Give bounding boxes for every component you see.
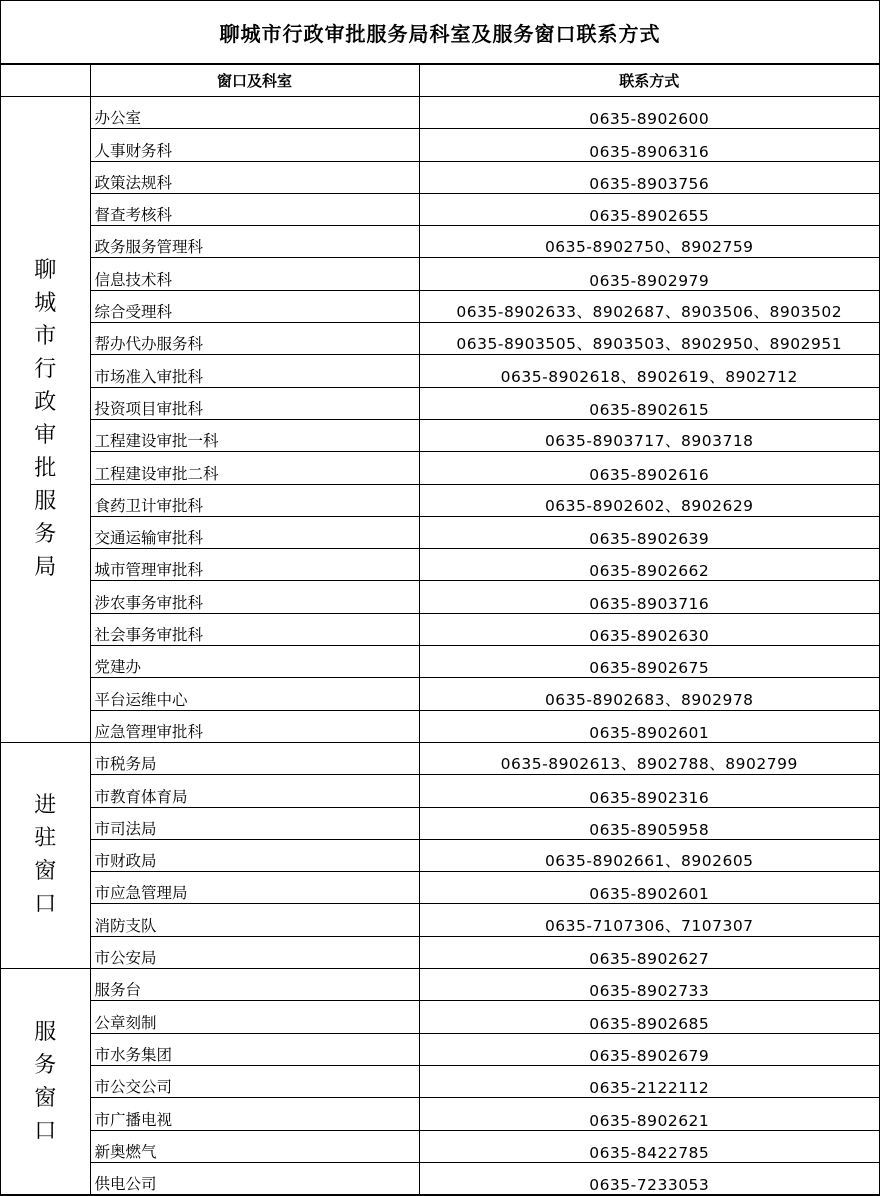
header-group: [1, 65, 90, 97]
phone-number: 0635-8902662: [419, 549, 879, 581]
phone-number: 0635-7107306、7107307: [419, 904, 879, 936]
office-name: 综合受理科: [90, 290, 419, 322]
phone-number: 0635-8905958: [419, 807, 879, 839]
phone-number: 0635-2122112: [419, 1065, 879, 1097]
office-name: 新奥燃气: [90, 1130, 419, 1162]
group-cell: [1, 969, 90, 1195]
office-name: 食药卫计审批科: [90, 484, 419, 516]
office-name: 应急管理审批科: [90, 710, 419, 742]
office-name: 城市管理审批科: [90, 549, 419, 581]
phone-number: 0635-8902600: [419, 97, 879, 129]
table-row: [1, 355, 879, 387]
phone-number: 0635-8903717、8903718: [419, 419, 879, 451]
title-bar: [1, 1, 879, 64]
office-name: 政策法规科: [90, 161, 419, 193]
table-row: [1, 193, 879, 225]
office-name: 市公安局: [90, 936, 419, 968]
page-title: 聊城市行政审批服务局科室及服务窗口联系方式: [219, 21, 661, 46]
office-name: 社会事务审批科: [90, 613, 419, 645]
table-row: [1, 807, 879, 839]
phone-number: 0635-8902618、8902619、8902712: [419, 355, 879, 387]
phone-number: 0635-7233053: [419, 1162, 879, 1194]
group-label: 服务窗口: [34, 1019, 57, 1144]
phone-number: 0635-8902615: [419, 387, 879, 419]
table-row: [1, 613, 879, 645]
table-row: [1, 129, 879, 161]
phone-number: 0635-8902601: [419, 710, 879, 742]
office-name: 党建办: [90, 646, 419, 678]
phone-number: 0635-8422785: [419, 1130, 879, 1162]
table-row: [1, 97, 879, 129]
table-row: [1, 323, 879, 355]
table-row: [1, 226, 879, 258]
table-row: [1, 1033, 879, 1065]
phone-number: 0635-8902630: [419, 613, 879, 645]
phone-number: 0635-8902602、8902629: [419, 484, 879, 516]
table-row: [1, 710, 879, 742]
table-row: [1, 936, 879, 968]
header-row: [1, 65, 879, 97]
phone-number: 0635-8902616: [419, 452, 879, 484]
office-name: 消防支队: [90, 904, 419, 936]
table-row: [1, 1001, 879, 1033]
group-cell: [1, 742, 90, 968]
table-row: [1, 258, 879, 290]
phone-number: 0635-8902655: [419, 193, 879, 225]
phone-number: 0635-8902613、8902788、8902799: [419, 742, 879, 774]
table-row: [1, 549, 879, 581]
office-name: 督查考核科: [90, 193, 419, 225]
table-row: [1, 290, 879, 322]
phone-number: 0635-8903756: [419, 161, 879, 193]
office-name: 市广播电视: [90, 1098, 419, 1130]
office-name: 服务台: [90, 969, 419, 1001]
group-label: 聊城市行政审批服务局: [34, 258, 57, 581]
group-label: 进驻窗口: [34, 793, 57, 918]
table-row: [1, 1130, 879, 1162]
phone-number: 0635-8902639: [419, 516, 879, 548]
office-name: 供电公司: [90, 1162, 419, 1194]
table-row: [1, 839, 879, 871]
office-name: 帮办代办服务科: [90, 323, 419, 355]
phone-number: 0635-8903505、8903503、8902950、8902951: [419, 323, 879, 355]
office-name: 人事财务科: [90, 129, 419, 161]
table-row: [1, 161, 879, 193]
phone-number: 0635-8906316: [419, 129, 879, 161]
header-name: 窗口及科室: [90, 65, 419, 97]
table-row: [1, 387, 879, 419]
phone-number: 0635-8902633、8902687、8903506、8903502: [419, 290, 879, 322]
phone-number: 0635-8902679: [419, 1033, 879, 1065]
table-row: [1, 484, 879, 516]
phone-number: 0635-8903716: [419, 581, 879, 613]
office-name: 信息技术科: [90, 258, 419, 290]
phone-number: 0635-8902675: [419, 646, 879, 678]
phone-number: 0635-8902661、8902605: [419, 839, 879, 871]
table-row: [1, 1065, 879, 1097]
table-row: [1, 1162, 879, 1194]
table-row: [1, 678, 879, 710]
phone-number: 0635-8902316: [419, 775, 879, 807]
office-name: 市教育体育局: [90, 775, 419, 807]
table-row: [1, 742, 879, 774]
table-row: [1, 969, 879, 1001]
phone-number: 0635-8902685: [419, 1001, 879, 1033]
office-name: 公章刻制: [90, 1001, 419, 1033]
office-name: 工程建设审批二科: [90, 452, 419, 484]
table-row: [1, 452, 879, 484]
phone-number: 0635-8902621: [419, 1098, 879, 1130]
table-row: [1, 581, 879, 613]
phone-number: 0635-8902627: [419, 936, 879, 968]
office-name: 平台运维中心: [90, 678, 419, 710]
header-phone: 联系方式: [419, 65, 879, 97]
office-name: 涉农事务审批科: [90, 581, 419, 613]
office-name: 市司法局: [90, 807, 419, 839]
office-name: 工程建设审批一科: [90, 419, 419, 451]
table-row: [1, 646, 879, 678]
office-name: 交通运输审批科: [90, 516, 419, 548]
office-name: 市税务局: [90, 742, 419, 774]
phone-number: 0635-8902750、8902759: [419, 226, 879, 258]
phone-number: 0635-8902733: [419, 969, 879, 1001]
table-row: [1, 872, 879, 904]
table-row: [1, 516, 879, 548]
table-row: [1, 775, 879, 807]
table-body: [1, 97, 879, 1195]
office-name: 市水务集团: [90, 1033, 419, 1065]
office-name: 办公室: [90, 97, 419, 129]
phone-number: 0635-8902683、8902978: [419, 678, 879, 710]
group-cell: [1, 97, 90, 743]
table-row: [1, 904, 879, 936]
office-name: 投资项目审批科: [90, 387, 419, 419]
office-name: 市场准入审批科: [90, 355, 419, 387]
table-row: [1, 1098, 879, 1130]
office-name: 市应急管理局: [90, 872, 419, 904]
phone-number: 0635-8902601: [419, 872, 879, 904]
office-name: 政务服务管理科: [90, 226, 419, 258]
contact-table: [1, 64, 879, 1195]
table-row: [1, 419, 879, 451]
phone-number: 0635-8902979: [419, 258, 879, 290]
office-name: 市公交公司: [90, 1065, 419, 1097]
office-name: 市财政局: [90, 839, 419, 871]
